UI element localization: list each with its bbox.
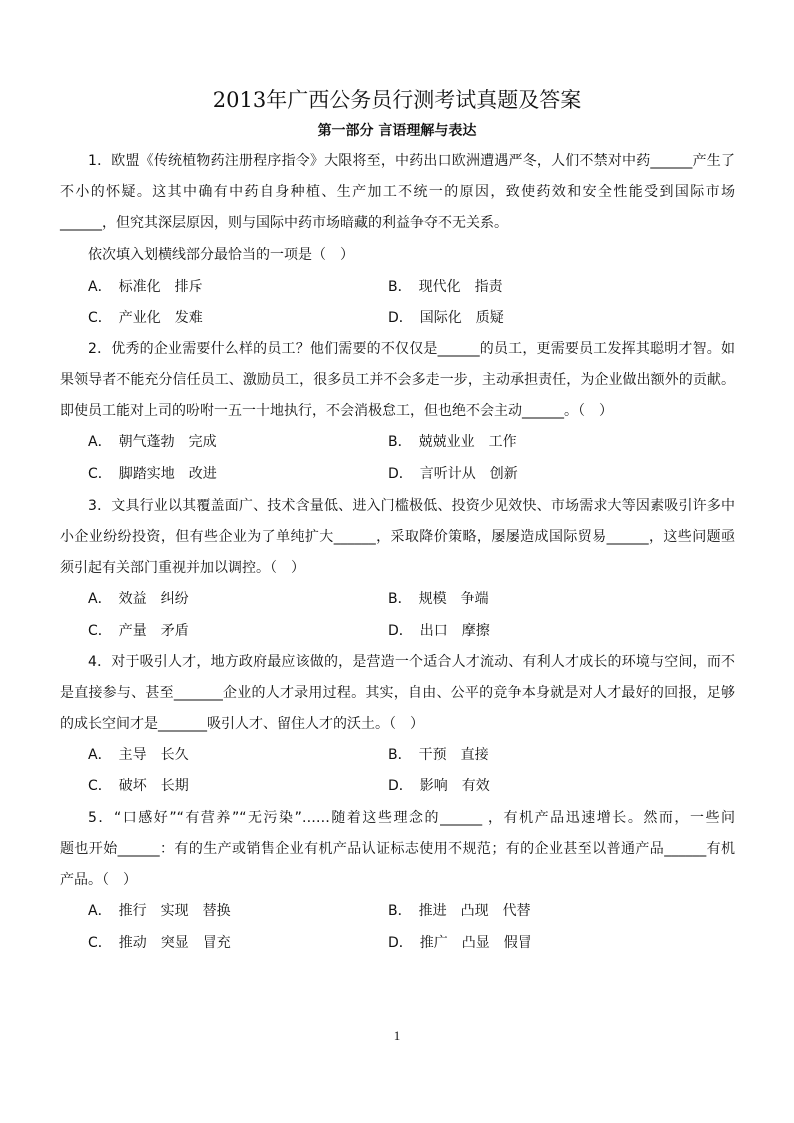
page-number: 1: [393, 1028, 401, 1043]
question-text-line: ______，但究其深层原因，则与国际中药市场暗藏的利益争夺不无关系。: [60, 215, 508, 231]
option-d: D． 影响 有效: [388, 778, 490, 794]
option-a: A． 朝气蓬勃 完成: [88, 434, 217, 450]
question-text-line: 5．“口感好”“有营养”“无污染”……随着这些理念的______ ，有机产品迅速增长。然而，一些问: [88, 810, 735, 826]
option-b: B． 干预 直接: [388, 747, 489, 763]
option-b: B． 规模 争端: [388, 591, 489, 607]
option-d: D． 推广 凸显 假冒: [388, 935, 532, 951]
question-text-line: 是直接参与、甚至_______企业的人才录用过程。其实，自由、公平的竞争本身就是对人才最好的回报，足够: [60, 685, 735, 701]
option-d: D． 言听计从 创新: [388, 466, 518, 482]
option-a: A． 主导 长久: [88, 747, 189, 763]
option-b: B． 现代化 指责: [388, 279, 503, 295]
option-c: C． 产业化 发难: [88, 310, 203, 326]
question-text-line: 不小的怀疑。这其中确有中药自身种植、生产加工不统一的原因，致使药效和安全性能受到国际市场: [60, 184, 735, 200]
question-text-line: 小企业纷纷投资，但有些企业为了单纯扩大______，采取降价策略，屡屡造成国际贸易______，这些问题亟: [60, 529, 735, 545]
option-c: C． 破坏 长期: [88, 778, 189, 794]
question-text-line: 3．文具行业以其覆盖面广、技术含量低、进入门槛极低、投资少见效快、市场需求大等因素吸引许多中: [88, 498, 735, 514]
question-text-line: 产品。（ ）: [60, 872, 137, 888]
option-a: A． 标准化 排斥: [88, 279, 203, 295]
document-title: 2013年广西公务员行测考试真题及答案: [212, 88, 582, 112]
question-text-line: 的成长空间才是_______吸引人才、留住人才的沃土。（ ）: [60, 716, 424, 732]
question-text-line: 4．对于吸引人才，地方政府最应该做的，是营造一个适合人才流动、有利人才成长的环境与空间，而不: [88, 654, 735, 670]
option-a: A． 推行 实现 替换: [88, 903, 231, 919]
option-d: D． 国际化 质疑: [388, 310, 504, 326]
question-prompt: 依次填入划横线部分最恰当的一项是（ ）: [88, 247, 354, 263]
option-c: C． 推动 突显 冒充: [88, 935, 231, 951]
option-b: B． 兢兢业业 工作: [388, 434, 517, 450]
question-text-line: 2．优秀的企业需要什么样的员工？他们需要的不仅仅是______的员工，更需要员工发挥其聪明才智。如: [88, 341, 735, 357]
question-text-line: 果领导者不能充分信任员工、激励员工，很多员工并不会多走一步，主动承担责任，为企业做出额外的贡献。: [60, 372, 735, 388]
option-b: B． 推进 凸现 代替: [388, 903, 531, 919]
question-text-line: 题也开始______：有的生产或销售企业有机产品认证标志使用不规范；有的企业甚至以普通产品______有机: [60, 841, 735, 857]
question-text-line: 1．欧盟《传统植物药注册程序指令》大限将至，中药出口欧洲遭遇严冬，人们不禁对中药______产生了: [88, 153, 735, 169]
question-text-line: 须引起有关部门重视并加以调控。（ ）: [60, 560, 305, 576]
option-d: D． 出口 摩擦: [388, 623, 490, 639]
question-text-line: 即使员工能对上司的吩咐一五一十地执行，不会消极怠工，但也绝不会主动______。（ ）: [60, 403, 613, 419]
option-a: A． 效益 纠纷: [88, 591, 189, 607]
option-c: C． 产量 矛盾: [88, 623, 189, 639]
option-c: C． 脚踏实地 改进: [88, 466, 217, 482]
section-heading: 第一部分 言语理解与表达: [317, 123, 477, 139]
